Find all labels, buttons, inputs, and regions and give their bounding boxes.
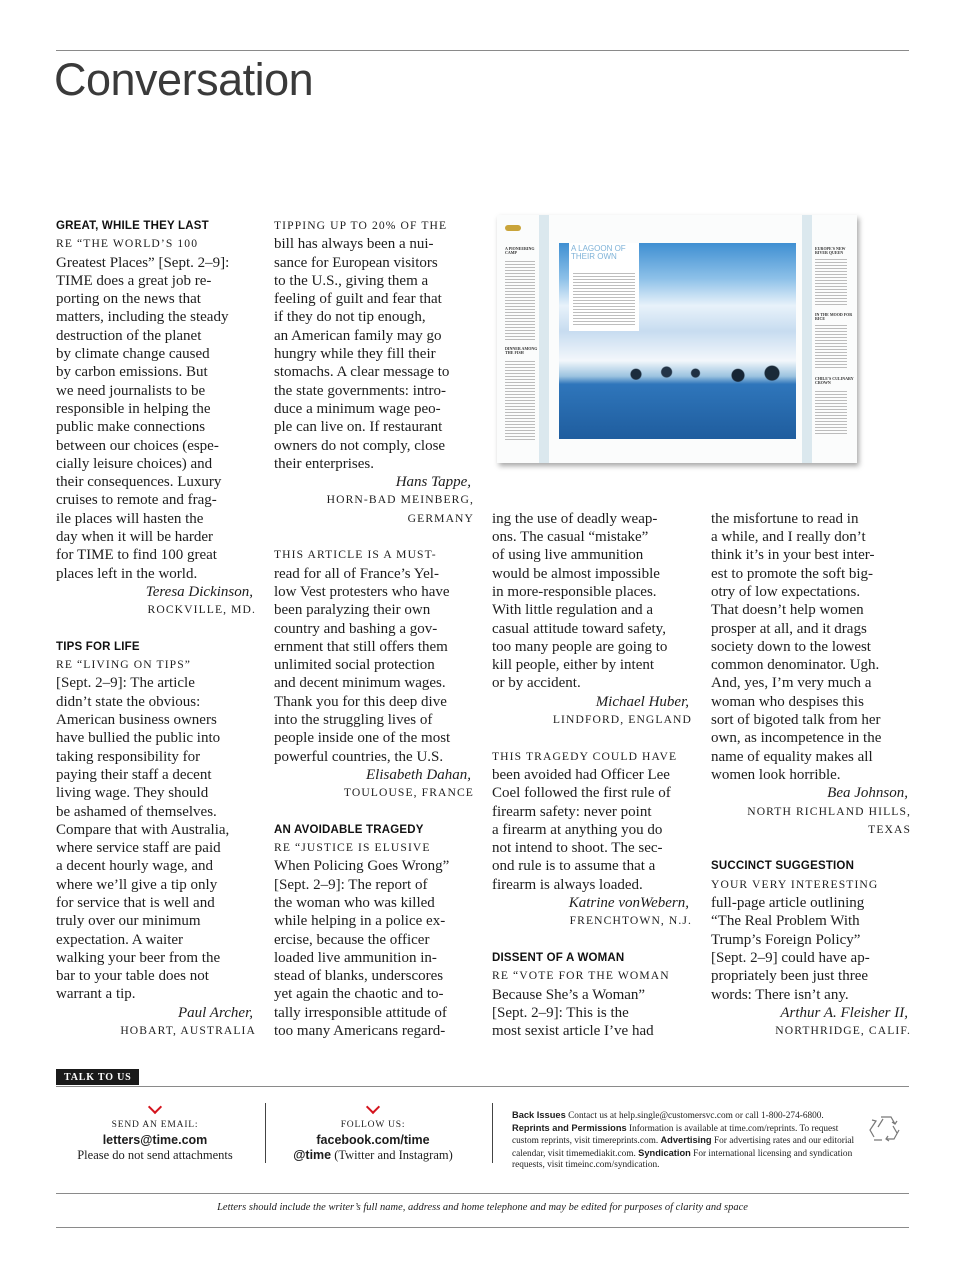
- letter-text-line: public make connections: [56, 419, 206, 436]
- letter-location: LINDFORD, ENGLAND: [552, 713, 692, 727]
- letter-location: NORTHRIDGE, CALIF.: [775, 1024, 911, 1038]
- letter-text-line: country and bashing a gov-: [274, 620, 438, 637]
- letter-text-line: porting on the news that: [56, 291, 201, 308]
- letter-text-line: Greatest Places” [Sept. 2–9]:: [56, 254, 230, 271]
- footer-rule: [56, 1193, 909, 1194]
- letter-text-line: by carbon emissions. But: [56, 364, 208, 381]
- letter-text-line: stomachs. A clear message to: [274, 364, 450, 381]
- letter-text-line: When Policing Goes Wrong”: [274, 858, 450, 875]
- letter-text-line: think it’s in your best inter-: [711, 547, 875, 564]
- letter-text-line: loaded live ammunition in-: [274, 949, 437, 966]
- letter-text-line: and decent minimum wages.: [274, 675, 446, 692]
- letter-text-line: tally irresponsible attitude of: [274, 1004, 447, 1021]
- letter-text-line: most sexist article I’ve had: [492, 1023, 654, 1040]
- letter-signature: Katrine vonWebern,: [568, 895, 689, 912]
- letter-text-line: cruises to remote and frag-: [56, 492, 217, 509]
- letter-text-line: “The Real Problem With: [711, 913, 860, 930]
- spread-side-head: A PIONEERING CAMP: [505, 246, 535, 255]
- footer-rule: [56, 1086, 909, 1087]
- spacer: [56, 620, 256, 638]
- letter-signature: Hans Tappe,: [395, 474, 471, 491]
- letter-text-line: [Sept. 2–9]: The report of: [274, 876, 428, 893]
- letter-location: GERMANY: [407, 511, 474, 525]
- info-label: Reprints and Permissions: [512, 1122, 627, 1133]
- letters-column-3: [492, 510, 692, 1041]
- magazine-spread-image: [497, 215, 857, 463]
- letter-text-line: of using live ammunition: [492, 547, 644, 564]
- letter-text-line: With little regulation and a: [492, 602, 654, 619]
- letter-text-line: an American family may go: [274, 327, 442, 344]
- letter-text-line: sance for European visitors: [274, 254, 438, 271]
- letter-text-line: been avoided had Officer Lee: [492, 766, 670, 783]
- letter-text-line: TIME does a great job re-: [56, 272, 212, 289]
- letter-text-line: And, yes, I’m very much a: [711, 675, 872, 692]
- spread-text-block: [815, 391, 847, 435]
- letter-text-line: have bullied the public into: [56, 730, 221, 747]
- page-title: Conversation: [54, 54, 314, 105]
- letter-heading: DISSENT OF A WOMAN: [492, 951, 625, 964]
- letter-text-line: warrant a tip.: [56, 986, 136, 1003]
- letter-heading: TIPS FOR LIFE: [56, 640, 140, 653]
- spacer: [492, 931, 692, 949]
- spread-text-block: [505, 361, 535, 441]
- letter-text-line: women look horrible.: [711, 766, 841, 783]
- letter-text-line: a while, and I really don’t: [711, 529, 866, 546]
- email-note: Please do not send attachments: [77, 1148, 233, 1162]
- letter-text-line: Compare that with Australia,: [56, 821, 230, 838]
- spread-text-block: [815, 325, 847, 369]
- letter-text-line: full-page article outlining: [711, 895, 865, 912]
- letter-text-line: a firearm at anything you do: [492, 821, 663, 838]
- letter-text-line: truly over our minimum: [56, 913, 201, 930]
- letter-text-line: bar to your table does not: [56, 968, 209, 985]
- letter-text-line: living wage. They should: [56, 785, 209, 802]
- email-link[interactable]: letters@time.com: [102, 1133, 208, 1147]
- spacer: [492, 729, 692, 747]
- letter-text-line: [Sept. 2–9]: This is the: [492, 1004, 629, 1021]
- letter-text-line: [Sept. 2–9]: The article: [56, 675, 195, 692]
- letter-text-line: ons. The casual “mistake”: [492, 529, 649, 546]
- letters-disclaimer: Letters should include the writer’s full name, address and home telephone and may be edited for purposes of clarity and space: [217, 1202, 748, 1213]
- letter-text-line: responsible in helping the: [56, 400, 211, 417]
- letter-location: TOULOUSE, FRANCE: [343, 786, 474, 800]
- letter-text-line: ond rule is to assume that a: [492, 858, 656, 875]
- letter-text-line: walking your beer from the: [56, 949, 221, 966]
- chevron-down-icon: [148, 1100, 162, 1114]
- letters-column-2: [274, 217, 474, 1040]
- letter-text-line: or by accident.: [492, 675, 581, 692]
- divider: [492, 1103, 493, 1163]
- letter-text-line: kill people, either by intent: [492, 657, 655, 674]
- letter-text-line: duce a minimum wage peo-: [274, 400, 441, 417]
- letter-text-line: est to promote the soft big-: [711, 565, 874, 582]
- info-text: Contact us at help.single@customersvc.com or call 1-800-274-6800.: [565, 1111, 824, 1121]
- letter-text-line: woman who despises this: [711, 693, 864, 710]
- letter-text-line: not intend to shoot. The sec-: [492, 840, 663, 857]
- letter-text-line: firearm safety: never point: [492, 803, 652, 820]
- letter-text-line: low Vest protesters who have: [274, 583, 450, 600]
- letter-text-line: if they do not tip enough,: [274, 309, 426, 326]
- letter-text-line: casual attitude toward safety,: [492, 620, 666, 637]
- letter-heading: GREAT, WHILE THEY LAST: [56, 220, 209, 232]
- info-text: For international licensing and syndication requests, visit timeinc.com/syndication.: [512, 1148, 853, 1171]
- letter-lead-in: TIPPING UP TO 20% OF THE: [274, 219, 448, 232]
- letter-lead-in: YOUR VERY INTERESTING: [711, 877, 879, 891]
- letter-text-line: own, as incompetence in the: [711, 730, 882, 747]
- letter-text-line: places left in the world.: [56, 565, 198, 582]
- letter-signature: Paul Archer,: [178, 1004, 253, 1021]
- page-edge: [802, 215, 812, 463]
- letter-text-line: owners do not comply, close: [274, 437, 446, 454]
- letter-text-line: hungry while they fill their: [274, 346, 436, 363]
- spread-text-block: [815, 259, 847, 305]
- letter-text-line: ernment that still offers them: [274, 638, 448, 655]
- spacer: [274, 803, 474, 821]
- letter-lead-in: THIS ARTICLE IS A MUST-: [274, 548, 437, 562]
- letter-text-line: into the struggling lives of: [274, 712, 433, 729]
- recycle-icon: [868, 1113, 904, 1145]
- letter-location: ROCKVILLE, MD.: [147, 603, 256, 617]
- letter-text-line: Thank you for this deep dive: [274, 693, 447, 710]
- letter-text-line: read for all of France’s Yel-: [274, 565, 439, 582]
- letter-text-line: people inside one of the most: [274, 730, 451, 747]
- letter-text-line: cially leisure choices) and: [56, 455, 213, 472]
- letter-text-line: their enterprises.: [274, 455, 374, 472]
- letter-text-line: feeling of guilt and fear that: [274, 291, 442, 308]
- letter-lead-in: RE “VOTE FOR THE WOMAN: [492, 969, 670, 983]
- handle-note: (Twitter and Instagram): [331, 1148, 453, 1162]
- letter-text-line: bill has always been a nui-: [274, 236, 434, 253]
- letter-text-line: sort of bigoted talk from her: [711, 712, 881, 729]
- letter-text-line: destruction of the planet: [56, 327, 202, 344]
- letter-text-line: would be almost impossible: [492, 565, 660, 582]
- letter-location: FRENCHTOWN, N.J.: [569, 914, 692, 928]
- letter-signature: Bea Johnson,: [827, 785, 908, 802]
- letter-text-line: [Sept. 2–9] could have ap-: [711, 949, 870, 966]
- letter-lead-in: THIS TRAGEDY COULD HAVE: [492, 749, 678, 763]
- info-label: Syndication: [638, 1147, 691, 1158]
- letter-signature: Elisabeth Dahan,: [366, 766, 471, 783]
- publication-info: [512, 1110, 857, 1172]
- email-label: SEND AN EMAIL:: [111, 1120, 199, 1130]
- letter-text-line: too many people are going to: [492, 638, 668, 655]
- letter-text-line: ple can live on. If restaurant: [274, 419, 443, 436]
- spread-side-head: CHILE'S CULINARY CROWN: [815, 376, 854, 385]
- chevron-down-icon: [366, 1100, 380, 1114]
- letter-text-line: their consequences. Luxury: [56, 474, 222, 491]
- spread-text-block: [505, 261, 535, 341]
- letter-text-line: a decent hourly wage, and: [56, 858, 214, 875]
- letter-text-line: been paralyzing their own: [274, 602, 431, 619]
- info-text: For advertising rates and our editorial calendar, visit timemediakit.com.: [512, 1136, 855, 1159]
- letter-text-line: common denominator. Ugh.: [711, 657, 880, 674]
- letter-lead-in: RE “JUSTICE IS ELUSIVE: [274, 841, 431, 855]
- spread-headline: A LAGOON OF THEIR OWN: [571, 244, 626, 261]
- letter-text-line: Because She’s a Woman”: [492, 986, 646, 1003]
- info-label: Back Issues: [512, 1110, 566, 1120]
- letter-text-line: otry of low expectations.: [711, 583, 861, 600]
- letter-text-line: ile places will hasten the: [56, 510, 204, 527]
- letter-text-line: matters, including the steady: [56, 309, 229, 326]
- letter-text-line: for service that is well and: [56, 894, 215, 911]
- letter-text-line: paying their staff a decent: [56, 766, 212, 783]
- spread-side-head: DINNER AMONG THE FISH: [505, 346, 538, 355]
- letter-text-line: Trump’s Foreign Policy”: [711, 931, 861, 948]
- letter-location: TEXAS: [868, 822, 911, 836]
- letter-text-line: propriately been just three: [711, 968, 869, 985]
- letter-text-line: the state governments: intro-: [274, 382, 447, 399]
- letter-lead-in: RE “THE WORLD’S 100: [56, 237, 199, 251]
- letter-text-line: the woman who was killed: [274, 894, 435, 911]
- letter-text-line: between our choices (espe-: [56, 437, 219, 454]
- info-text: Information is available at time.com/reprints. To request custom reprints, visit timereprints.com.: [512, 1123, 839, 1147]
- letter-text-line: too many Americans regard-: [274, 1023, 446, 1040]
- letter-text-line: stead of blanks, underscores: [274, 968, 444, 985]
- letter-text-line: words: There isn’t any.: [711, 986, 849, 1003]
- letter-text-line: Coel followed the first rule of: [492, 785, 671, 802]
- letter-text-line: name of equality makes all: [711, 748, 873, 765]
- letter-text-line: day when it will be harder: [56, 529, 214, 546]
- divider: [265, 1103, 266, 1163]
- spread-side-head: IN THE MOOD FOR RICE: [815, 312, 853, 321]
- letter-text-line: the misfortune to read in: [711, 510, 859, 527]
- letters-column-4: [711, 510, 911, 1041]
- letter-text-line: taking responsibility for: [56, 748, 201, 765]
- email-section: [50, 1106, 260, 1163]
- letter-heading: SUCCINCT SUGGESTION: [711, 860, 855, 873]
- follow-section: [268, 1106, 478, 1163]
- spacer: [711, 839, 911, 857]
- letter-signature: Arthur A. Fleisher II,: [780, 1004, 908, 1021]
- spread-side-head: EUROPE'S NEW RIVER QUEEN: [815, 246, 846, 255]
- letter-signature: Michael Huber,: [595, 693, 689, 710]
- talk-to-us-label: TALK TO US: [56, 1069, 139, 1085]
- letter-text-line: unlimited social protection: [274, 657, 435, 674]
- letter-text-line: prosper at all, and it drags: [711, 620, 867, 637]
- letter-text-line: powerful countries, the U.S.: [274, 748, 444, 765]
- letter-text-line: society down to the lowest: [711, 638, 871, 655]
- letter-lead-in: RE “LIVING ON TIPS”: [56, 658, 191, 672]
- info-label: Advertising: [660, 1135, 712, 1146]
- letter-text-line: be ashamed of themselves.: [56, 803, 217, 820]
- letter-location: NORTH RICHLAND HILLS,: [747, 804, 911, 818]
- spacer: [274, 528, 474, 546]
- letter-text-line: to the U.S., giving them a: [274, 272, 429, 289]
- letter-text-line: we need journalists to be: [56, 382, 206, 399]
- bottom-rule: [56, 1227, 909, 1228]
- letter-text-line: yet again the chaotic and to-: [274, 986, 444, 1003]
- letter-text-line: where we’ll give a tip only: [56, 876, 218, 893]
- letter-text-line: That doesn’t help women: [711, 602, 864, 619]
- letter-text-line: American business owners: [56, 712, 217, 729]
- letter-text-line: by climate change caused: [56, 346, 210, 363]
- letter-signature: Teresa Dickinson,: [145, 583, 253, 600]
- letter-location: HORN-BAD MEINBERG,: [326, 493, 474, 507]
- facebook-link[interactable]: facebook.com/time: [316, 1133, 430, 1147]
- letter-text-line: in more-responsible places.: [492, 583, 657, 600]
- letter-text-line: ing the use of deadly weap-: [492, 510, 658, 527]
- letter-text-line: for TIME to find 100 great: [56, 547, 217, 564]
- top-rule: [56, 50, 909, 51]
- letter-text-line: firearm is always loaded.: [492, 876, 643, 893]
- logo-mark: [505, 225, 521, 231]
- follow-label: FOLLOW US:: [340, 1120, 406, 1130]
- letters-column-1: [56, 217, 256, 1040]
- letter-location: HOBART, AUSTRALIA: [120, 1024, 256, 1038]
- letter-text-line: while helping in a police ex-: [274, 913, 446, 930]
- letter-text-line: didn’t state the obvious:: [56, 693, 201, 710]
- letter-text-line: ercise, because the officer: [274, 931, 430, 948]
- letter-text-line: where service staff are paid: [56, 840, 221, 857]
- letter-text-line: expectation. A waiter: [56, 931, 184, 948]
- twitter-handle-link[interactable]: @time: [293, 1148, 332, 1162]
- letter-heading: AN AVOIDABLE TRAGEDY: [274, 823, 424, 836]
